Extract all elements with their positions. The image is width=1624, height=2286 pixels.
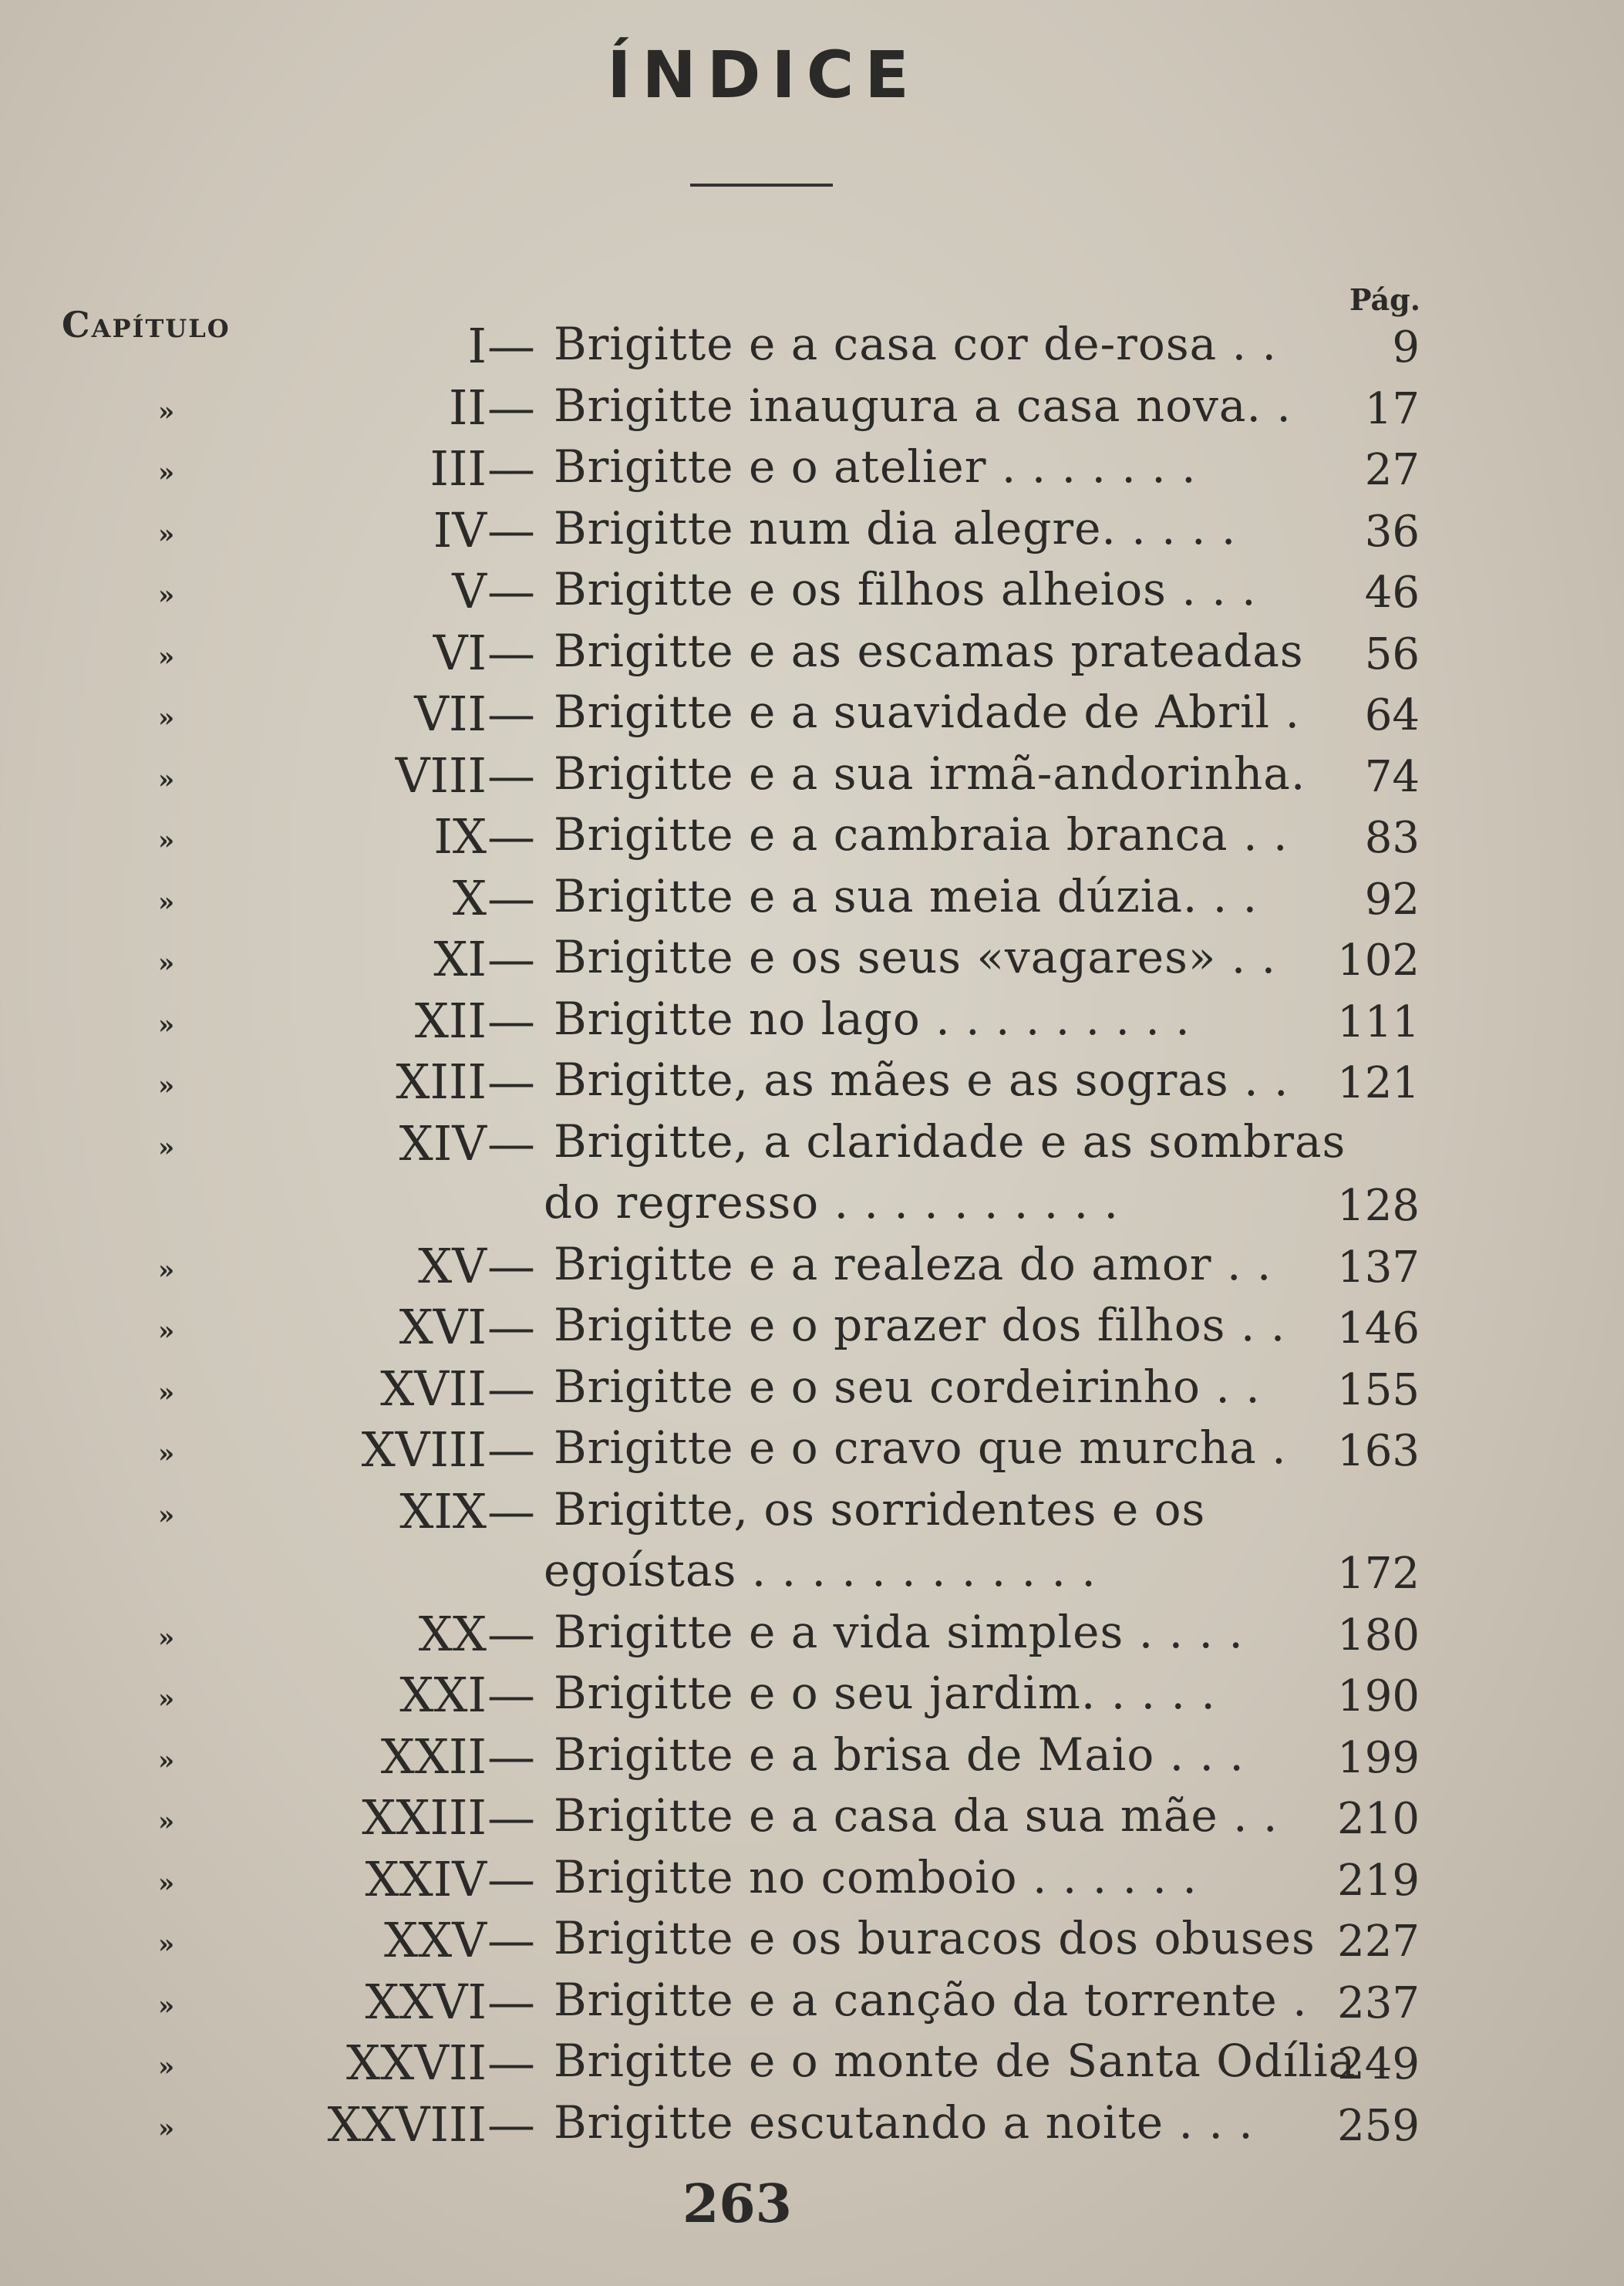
- ditto-mark: »: [158, 1806, 175, 1837]
- ditto-mark: »: [158, 764, 175, 795]
- em-dash: —: [487, 1605, 535, 1662]
- em-dash: —: [487, 1421, 535, 1478]
- em-dash: —: [487, 686, 535, 742]
- chapter-title: Brigitte e a canção da torrente .: [554, 1973, 1308, 2026]
- chapter-title: Brigitte e a realeza do amor . .: [554, 1237, 1272, 1290]
- chapter-title: Brigitte no lago . . . . . . . . .: [554, 992, 1191, 1045]
- chapter-title: Brigitte e a sua meia dúzia. . .: [554, 869, 1258, 922]
- chapter-title: Brigitte e as escamas prateadas: [554, 624, 1304, 677]
- chapter-numeral: I: [467, 318, 487, 374]
- chapter-title: Brigitte e os filhos alheios . . .: [554, 563, 1257, 615]
- chapter-page-number: 137: [1337, 1242, 1420, 1293]
- ditto-mark: »: [158, 948, 175, 979]
- chapter-page-number: 111: [1337, 996, 1420, 1047]
- ditto-mark: »: [158, 641, 175, 673]
- chapter-title: Brigitte inaugura a casa nova. .: [554, 379, 1292, 432]
- chapter-numeral: XVII: [380, 1360, 487, 1417]
- chapter-numeral: III: [430, 440, 487, 497]
- toc-entry: [0, 1299, 1624, 1360]
- ditto-mark: »: [158, 1009, 175, 1040]
- toc-entry: [0, 686, 1624, 747]
- ditto-mark: »: [158, 580, 175, 611]
- chapter-numeral: IX: [433, 808, 487, 865]
- toc-entry: [0, 318, 1624, 379]
- em-dash: —: [487, 379, 535, 436]
- chapter-title: Brigitte e a brisa de Maio . . .: [554, 1728, 1245, 1781]
- ditto-mark: »: [158, 1684, 175, 1714]
- chapter-title: Brigitte, as mães e as sogras . .: [554, 1054, 1289, 1106]
- chapter-title: Brigitte e a suavidade de Abril .: [554, 686, 1300, 738]
- toc-entry: [0, 1054, 1624, 1115]
- chapter-title: Brigitte e a cambraia branca . .: [554, 808, 1289, 861]
- chapter-page-number: 46: [1364, 568, 1420, 618]
- em-dash: —: [487, 808, 535, 865]
- chapter-numeral: XIII: [396, 1054, 487, 1110]
- chapter-numeral: XIX: [399, 1482, 487, 1539]
- toc-entry: [0, 502, 1624, 564]
- toc-entry: [0, 1606, 1624, 1667]
- ditto-mark: »: [158, 1622, 175, 1654]
- em-dash: —: [487, 624, 535, 681]
- chapter-page-number: 74: [1364, 751, 1420, 802]
- page-title: ÍNDICE: [607, 37, 920, 113]
- chapter-page-number: 36: [1364, 506, 1420, 557]
- ditto-mark: »: [158, 1867, 175, 1899]
- chapter-title: Brigitte e a sua irmã-andorinha.: [554, 747, 1306, 800]
- toc-entry: [0, 2035, 1624, 2096]
- em-dash: —: [487, 1973, 535, 2030]
- toc-entry: [0, 563, 1624, 625]
- chapter-page-number: 163: [1337, 1426, 1420, 1476]
- ditto-mark: »: [158, 1499, 175, 1531]
- toc-entry: [0, 440, 1624, 502]
- chapter-numeral: XXI: [399, 1667, 487, 1723]
- chapter-title: Brigitte e o prazer dos filhos . .: [554, 1299, 1286, 1351]
- chapter-title-continuation: egoístas . . . . . . . . . . . .: [544, 1544, 1097, 1596]
- em-dash: —: [487, 869, 535, 926]
- chapter-numeral: XVI: [399, 1299, 487, 1355]
- toc-entry: [0, 1115, 1624, 1177]
- chapter-numeral: V: [452, 563, 487, 619]
- em-dash: —: [487, 931, 535, 987]
- toc-entry: [0, 1974, 1624, 2035]
- ditto-mark: »: [158, 1131, 175, 1163]
- toc-entry: [0, 1421, 1624, 1483]
- chapter-numeral: XXVII: [345, 2035, 487, 2091]
- ditto-mark: »: [158, 2112, 175, 2144]
- ditto-mark: »: [158, 457, 175, 488]
- ditto-mark: »: [158, 1377, 175, 1408]
- chapter-title: Brigitte e o atelier . . . . . . .: [554, 440, 1197, 493]
- chapter-page-number: 102: [1337, 936, 1420, 986]
- em-dash: —: [487, 2096, 535, 2153]
- chapter-title: Brigitte e a casa cor de-rosa . .: [554, 318, 1277, 370]
- chapter-numeral: VI: [433, 624, 487, 681]
- chapter-title: Brigitte e a vida simples . . . .: [554, 1605, 1244, 1658]
- chapter-title: Brigitte e os seus «vagares» . .: [554, 931, 1277, 983]
- chapter-numeral: XV: [418, 1237, 487, 1294]
- chapter-numeral: XXII: [380, 1728, 487, 1785]
- chapter-page-number: 172: [1337, 1549, 1420, 1599]
- toc-entry: [0, 870, 1624, 932]
- chapter-numeral: II: [449, 379, 487, 436]
- chapter-numeral: IV: [433, 501, 487, 558]
- chapter-numeral: XXIII: [362, 1789, 487, 1846]
- page-number: 263: [682, 2173, 792, 2235]
- chapter-column-label: Capítulo: [62, 304, 231, 346]
- chapter-page-number: 64: [1364, 690, 1420, 740]
- chapter-page-number: 259: [1337, 2100, 1420, 2151]
- toc-entry: [0, 1728, 1624, 1790]
- chapter-title: Brigitte num dia alegre. . . . .: [554, 501, 1237, 555]
- toc-entry: [0, 1667, 1624, 1728]
- toc-entry: [0, 1851, 1624, 1913]
- em-dash: —: [487, 1360, 535, 1417]
- chapter-numeral: XIV: [399, 1114, 487, 1172]
- chapter-page-number: 83: [1364, 813, 1420, 863]
- chapter-title: Brigitte escutando a noite . . .: [554, 2096, 1254, 2149]
- toc-entry: [0, 1483, 1624, 1545]
- chapter-numeral: XXVIII: [327, 2096, 487, 2153]
- ditto-mark: »: [158, 1254, 175, 1286]
- chapter-page-number: 146: [1337, 1303, 1420, 1354]
- ditto-mark: »: [158, 396, 175, 427]
- em-dash: —: [487, 1789, 535, 1846]
- chapter-numeral: XVIII: [361, 1421, 487, 1478]
- toc-entry: [0, 625, 1624, 686]
- chapter-page-number: 180: [1337, 1610, 1420, 1661]
- chapter-page-number: 249: [1337, 2039, 1420, 2089]
- page-column-label: Pág.: [1349, 282, 1420, 317]
- em-dash: —: [487, 2035, 535, 2091]
- em-dash: —: [487, 747, 535, 804]
- chapter-page-number: 56: [1364, 629, 1420, 679]
- em-dash: —: [487, 992, 535, 1049]
- toc-entry-continuation: [0, 1176, 1624, 1238]
- chapter-title: Brigitte e o monte de Santa Odília: [554, 2035, 1356, 2087]
- ditto-mark: »: [158, 1071, 175, 1101]
- ditto-mark: »: [158, 2052, 175, 2082]
- toc-entry: [0, 1789, 1624, 1851]
- toc-entry: [0, 1912, 1624, 1974]
- toc-entry: [0, 993, 1624, 1054]
- toc-entry: [0, 379, 1624, 441]
- em-dash: —: [487, 1850, 535, 1907]
- em-dash: —: [487, 318, 535, 374]
- ditto-mark: »: [158, 1316, 175, 1347]
- chapter-numeral: XXVI: [365, 1973, 487, 2030]
- chapter-numeral: VII: [414, 686, 487, 742]
- chapter-page-number: 155: [1337, 1364, 1420, 1415]
- ditto-mark: »: [158, 886, 175, 918]
- chapter-page-number: 210: [1337, 1794, 1420, 1844]
- em-dash: —: [487, 1299, 535, 1355]
- toc-entry: [0, 808, 1624, 870]
- toc-entry: [0, 2096, 1624, 2158]
- em-dash: —: [487, 1482, 535, 1539]
- ditto-mark: »: [158, 1745, 175, 1776]
- em-dash: —: [487, 1667, 535, 1723]
- ditto-mark: »: [158, 825, 175, 856]
- em-dash: —: [487, 1728, 535, 1785]
- chapter-title: Brigitte e os buracos dos obuses: [554, 1912, 1316, 1964]
- ditto-mark: »: [158, 518, 175, 550]
- ditto-mark: »: [158, 1438, 175, 1469]
- chapter-page-number: 17: [1364, 383, 1420, 434]
- em-dash: —: [487, 501, 535, 558]
- chapter-numeral: XI: [433, 931, 487, 987]
- chapter-title: Brigitte e o cravo que murcha .: [554, 1421, 1287, 1474]
- ditto-mark: »: [158, 1990, 175, 2021]
- toc-entry: [0, 1238, 1624, 1300]
- toc-entry: [0, 747, 1624, 809]
- chapter-numeral: XX: [418, 1605, 487, 1662]
- em-dash: —: [487, 1237, 535, 1294]
- chapter-title: Brigitte e o seu jardim. . . . .: [554, 1667, 1216, 1719]
- ditto-mark: »: [158, 1929, 175, 1960]
- ditto-mark: »: [158, 703, 175, 733]
- em-dash: —: [487, 1114, 535, 1172]
- toc-entry-continuation: [0, 1544, 1624, 1606]
- em-dash: —: [487, 563, 535, 619]
- chapter-page-number: 128: [1337, 1181, 1420, 1231]
- toc-entry: [0, 1360, 1624, 1422]
- chapter-page-number: 227: [1337, 1917, 1420, 1967]
- chapter-numeral: VIII: [395, 747, 487, 804]
- chapter-page-number: 9: [1392, 322, 1420, 373]
- chapter-page-number: 121: [1337, 1058, 1420, 1108]
- chapter-title: Brigitte e a casa da sua mãe . .: [554, 1789, 1279, 1842]
- chapter-numeral: XXIV: [365, 1850, 487, 1907]
- chapter-title: Brigitte, os sorridentes e os: [554, 1482, 1206, 1536]
- chapter-page-number: 219: [1337, 1855, 1420, 1906]
- chapter-title: Brigitte no comboio . . . . . .: [554, 1850, 1198, 1903]
- chapter-page-number: 190: [1337, 1671, 1420, 1721]
- chapter-page-number: 237: [1337, 1977, 1420, 2028]
- em-dash: —: [487, 1054, 535, 1110]
- chapter-numeral: XII: [414, 992, 487, 1049]
- chapter-title-continuation: do regresso . . . . . . . . . .: [544, 1176, 1119, 1229]
- chapter-page-number: 199: [1337, 1732, 1420, 1783]
- chapter-numeral: X: [452, 869, 487, 926]
- chapter-title: Brigitte e o seu cordeirinho . .: [554, 1360, 1261, 1413]
- em-dash: —: [487, 440, 535, 497]
- toc-entry: [0, 931, 1624, 993]
- chapter-page-number: 27: [1364, 445, 1420, 495]
- em-dash: —: [487, 1912, 535, 1968]
- chapter-page-number: 92: [1364, 874, 1420, 925]
- chapter-title: Brigitte, a claridade e as sombras: [554, 1114, 1346, 1168]
- chapter-numeral: XXV: [383, 1912, 487, 1968]
